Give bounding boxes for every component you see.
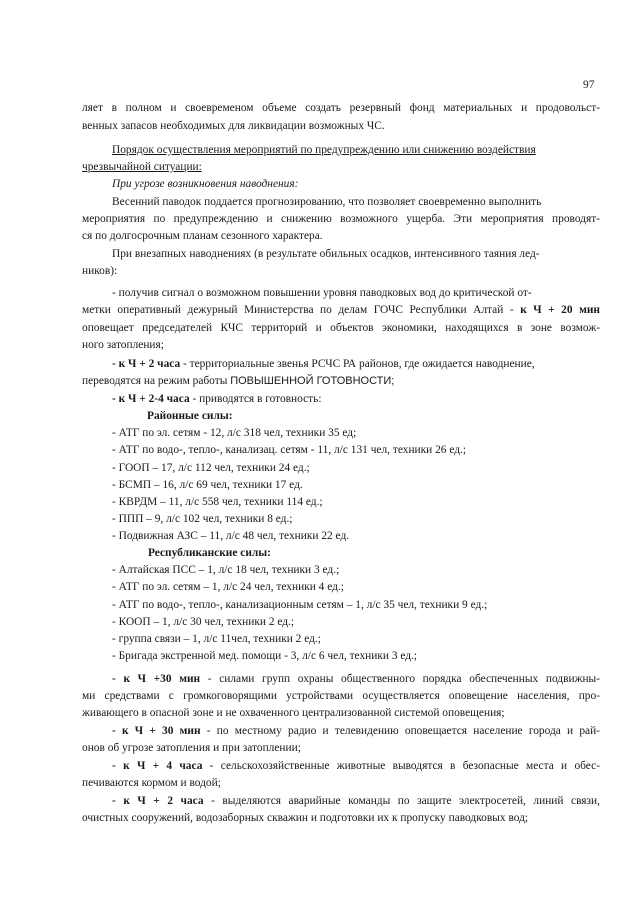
list-item: - БСМП – 16, л/с 69 чел, техники 17 ед.	[112, 479, 303, 491]
paragraph-line: - к Ч +30 мин - силами групп охраны общественного порядка обеспеченных подвижны-	[112, 673, 600, 685]
section-heading: чрезвычайной ситуации:	[82, 161, 202, 173]
paragraph-line: печиваются кормом и водой;	[82, 777, 221, 789]
list-item: - КООП – 1, л/с 30 чел, техники 2 ед.;	[112, 616, 295, 628]
paragraph-line: венных запасов необходимых для ликвидации возможных ЧС.	[82, 120, 385, 132]
paragraph-line: - к Ч + 2-4 часа - приводятся в готовность:	[112, 393, 322, 405]
subsection-heading: При угрозе возникновения наводнения:	[112, 178, 299, 190]
paragraph-line: ляет в полном и своевременом объеме создать резервный фонд материальных и продовольст-	[82, 102, 600, 114]
paragraph-line: очистных сооружений, водозаборных скважин и подготовки их к пропуску паводковых вод;	[82, 812, 529, 824]
list-item: - ГООП – 17, л/с 112 чел, техники 24 ед.;	[112, 462, 310, 474]
section-heading: Порядок осуществления мероприятий по предупреждению или снижению воздействия	[112, 144, 536, 156]
list-item: - Подвижная АЗС – 11, л/с 48 чел, техники 22 ед.	[112, 530, 350, 542]
paragraph-line: метки оперативный дежурный Министерства по делам ГОЧС Республики Алтай - к Ч + 20 мин	[82, 304, 600, 316]
paragraph-line: - к Ч + 4 часа - сельскохозяйственные животные выводятся в безопасные места и обес-	[112, 760, 600, 772]
paragraph-line: При внезапных наводнениях (в результате обильных осадков, интенсивного таяния лед-	[112, 248, 540, 260]
list-item: - АТГ по эл. сетям - 12, л/с 318 чел, техники 35 ед;	[112, 427, 357, 439]
paragraph-line: оповещает председателей КЧС территорий и объектов экономики, находящихся в зоне возмож-	[82, 322, 600, 334]
list-item: - КВРДМ – 11, л/с 558 чел, техники 114 ед.;	[112, 496, 323, 508]
paragraph-line: мероприятия по предупреждению и снижению возможного ущерба. Эти мероприятия проводят-	[82, 213, 600, 225]
list-item: - АТГ по эл. сетям – 1, л/с 24 чел, техники 4 ед.;	[112, 581, 344, 593]
paragraph-line: - к Ч + 30 мин - по местному радио и телевидению оповещается население города и рай-	[112, 725, 600, 737]
paragraph-line: ников):	[82, 265, 118, 277]
paragraph-line: переводятся на режим работы ПОВЫШЕННОЙ ГОТОВНОСТИ;	[82, 375, 395, 387]
paragraph-line: онов об угрозе затопления и при затоплении;	[82, 742, 301, 754]
list-item: - группа связи – 1, л/с 11чел, техники 2 ед.;	[112, 633, 321, 645]
list-item: - Алтайская ПСС – 1, л/с 18 чел, техники 3 ед.;	[112, 564, 340, 576]
list-heading: Районные силы:	[147, 410, 233, 422]
list-item: - ППП – 9, л/с 102 чел, техники 8 ед.;	[112, 513, 293, 525]
list-item: - АТГ по водо-, тепло-, канализационным сетям – 1, л/с 35 чел, техники 9 ед.;	[112, 599, 488, 611]
page-number: 97	[583, 79, 595, 91]
paragraph-line: живающего в опасной зоне и не охваченного централизованной системой оповещения;	[82, 707, 505, 719]
list-item: - Бригада экстренной мед. помощи - 3, л/с 6 чел, техники 3 ед.;	[112, 650, 418, 662]
paragraph-line: - к Ч + 2 часа - территориальные звенья РСЧС РА районов, где ожидается наводнение,	[112, 358, 535, 370]
paragraph-line: ми средствами с громкоговорящими устройствами осуществляется оповещение населения, про-	[82, 690, 600, 702]
paragraph-line: ного затопления;	[82, 339, 164, 351]
list-item: - АТГ по водо-, тепло-, канализац. сетям - 11, л/с 131 чел, техники 26 ед.;	[112, 444, 467, 456]
list-heading: Республиканские силы:	[148, 547, 271, 559]
paragraph-line: - получив сигнал о возможном повышении уровня паводковых вод до критической от-	[112, 287, 532, 299]
paragraph-line: - к Ч + 2 часа - выделяются аварийные команды по защите электросетей, линий связи,	[112, 795, 600, 807]
paragraph-line: Весенний паводок поддается прогнозированию, что позволяет своевременно выполнить	[112, 196, 542, 208]
paragraph-line: ся по долгосрочным планам сезонного характера.	[82, 230, 323, 242]
